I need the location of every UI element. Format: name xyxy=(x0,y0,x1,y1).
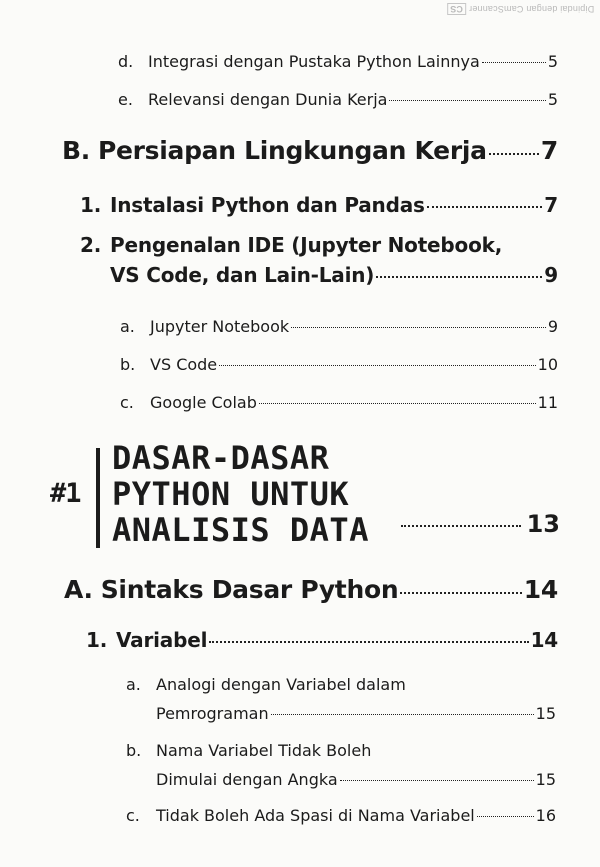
section-label: A. xyxy=(64,575,93,604)
chapter-title-line: DASAR-DASAR xyxy=(112,439,330,477)
dot-leader xyxy=(271,714,534,715)
dot-leader xyxy=(376,276,542,278)
entry-page: 5 xyxy=(547,90,558,109)
entry-label: b. xyxy=(126,741,142,760)
chapter-page: 13 xyxy=(526,510,560,538)
entry-title-line2: Pemrograman xyxy=(156,704,269,723)
toc-subsection xyxy=(80,233,558,287)
entry-title: Jupyter Notebook xyxy=(150,317,290,336)
entry-title: VS Code xyxy=(150,355,218,374)
toc-entry xyxy=(126,741,556,789)
entry-title: Google Colab xyxy=(150,393,257,412)
subsection-label: 2. xyxy=(80,233,102,257)
toc-subsection xyxy=(86,628,558,652)
entry-title: Relevansi dengan Dunia Kerja xyxy=(148,90,388,109)
entry-page: 9 xyxy=(547,317,558,336)
subsection-page: 9 xyxy=(544,263,558,287)
chapter-title-line: ANALISIS DATA xyxy=(112,511,369,549)
dot-leader xyxy=(400,592,521,594)
dot-leader xyxy=(209,641,528,643)
section-page: 7 xyxy=(540,136,558,165)
chapter-title xyxy=(112,440,369,548)
chapter-page-wrap xyxy=(401,510,560,538)
entry-label: e. xyxy=(118,90,133,109)
dot-leader xyxy=(477,816,534,817)
subsection-label: 1. xyxy=(80,193,102,217)
entry-title: Integrasi dengan Pustaka Python Lainnya xyxy=(148,52,480,71)
entry-label: a. xyxy=(126,675,141,694)
dot-leader xyxy=(340,780,534,781)
chapter-title-line: PYTHON UNTUK xyxy=(112,475,350,513)
toc-entry xyxy=(120,317,558,336)
chapter-number: #1 xyxy=(50,478,81,509)
toc-subsection xyxy=(80,193,558,217)
subsection-page: 7 xyxy=(544,193,558,217)
toc-entry xyxy=(120,355,558,374)
section-title: Sintaks Dasar Python xyxy=(100,575,399,604)
entry-page: 11 xyxy=(537,393,558,412)
subsection-title: Variabel xyxy=(116,628,208,652)
dot-leader xyxy=(291,327,546,328)
entry-page: 10 xyxy=(537,355,558,374)
section-title: Persiapan Lingkungan Kerja xyxy=(97,136,487,165)
dot-leader xyxy=(389,100,545,101)
dot-leader xyxy=(427,206,543,208)
dot-leader xyxy=(489,153,539,155)
toc-entry xyxy=(118,90,558,109)
section-label: B. xyxy=(62,136,90,165)
toc-entry xyxy=(118,52,558,71)
subsection-label: 1. xyxy=(86,628,108,652)
toc-entry xyxy=(126,675,556,723)
entry-label: b. xyxy=(120,355,136,374)
entry-label: d. xyxy=(118,52,134,71)
entry-label: c. xyxy=(126,806,140,825)
subsection-title-line2: VS Code, dan Lain-Lain) xyxy=(110,263,375,287)
subsection-page: 14 xyxy=(530,628,558,652)
subsection-title: Instalasi Python dan Pandas xyxy=(110,193,425,217)
toc-entry xyxy=(126,806,556,825)
entry-title-line1: Analogi dengan Variabel dalam xyxy=(156,675,406,694)
dot-leader xyxy=(401,525,521,527)
chapter-heading xyxy=(50,440,560,550)
entry-page: 15 xyxy=(535,704,556,723)
toc-section xyxy=(64,575,558,604)
section-page: 14 xyxy=(523,575,558,604)
entry-page: 16 xyxy=(535,806,556,825)
entry-title-line2: Dimulai dengan Angka xyxy=(156,770,338,789)
scanner-watermark xyxy=(447,4,594,14)
camscanner-logo: CS xyxy=(447,3,466,15)
entry-page: 5 xyxy=(547,52,558,71)
entry-title-line1: Nama Variabel Tidak Boleh xyxy=(156,741,372,760)
dot-leader xyxy=(219,365,535,366)
chapter-divider xyxy=(96,448,100,548)
subsection-title-line1: Pengenalan IDE (Jupyter Notebook, xyxy=(110,233,503,257)
toc-section xyxy=(62,136,558,165)
toc-entry xyxy=(120,393,558,412)
entry-page: 15 xyxy=(535,770,556,789)
dot-leader xyxy=(259,403,536,404)
dot-leader xyxy=(482,62,546,63)
entry-label: c. xyxy=(120,393,134,412)
watermark-text: Dipindai dengan CamScanner xyxy=(468,4,594,14)
entry-title: Tidak Boleh Ada Spasi di Nama Variabel xyxy=(156,806,475,825)
entry-label: a. xyxy=(120,317,135,336)
